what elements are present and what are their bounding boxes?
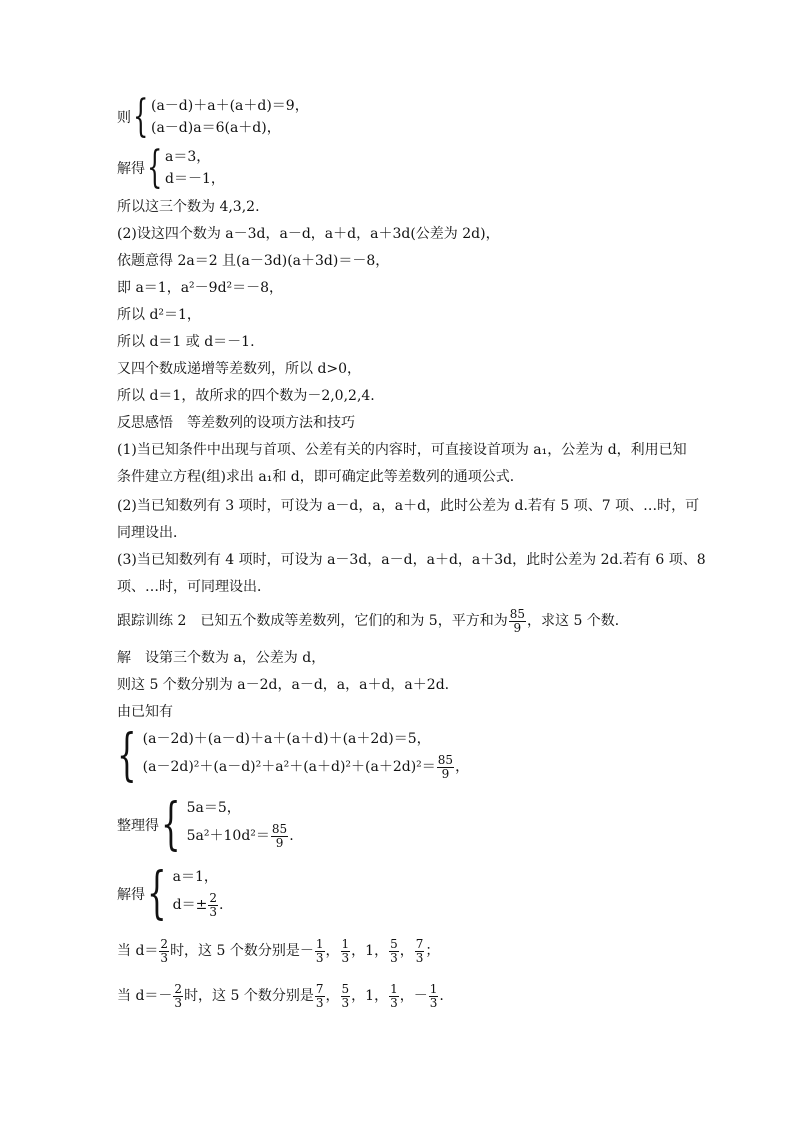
fraction: $\frac{1}{3}$ (341, 936, 350, 965)
text-line: 条件建立方程(组)求出 a₁和 d，即可确定此等差数列的通项公式． (117, 469, 524, 485)
text-line: (1)当已知条件中出现与首项、公差有关的内容时，可直接设首项为 a₁，公差为 d，利用已知 (117, 442, 687, 458)
brace: { (133, 91, 149, 142)
fraction: $\frac{5}{3}$ (341, 981, 350, 1010)
fraction: $\frac{7}{3}$ (315, 981, 324, 1010)
system-label: 解得 (117, 887, 145, 903)
system-row: d＝－1， (165, 171, 225, 187)
system-label: 解得 (117, 161, 145, 177)
equation-system-4 (117, 792, 294, 857)
fraction: $\frac{85}{9}$ (271, 821, 288, 850)
system-row: a＝1， (172, 869, 218, 885)
fraction: $\frac{2}{3}$ (160, 936, 169, 965)
system-label: 整理得 (117, 818, 159, 834)
system-row: d＝± $\frac{2}{3}$ . (172, 890, 224, 919)
solution-line: 则这 5 个数分别为 a－2d，a－d，a，a＋d，a＋2d. (117, 677, 450, 693)
fraction: $\frac{2}{3}$ (174, 981, 183, 1010)
text-line: 项、…时，可同理设出． (117, 579, 271, 595)
brace: { (147, 861, 167, 926)
problem-text: ，求这 5 个数． (527, 613, 629, 629)
brace: { (117, 723, 137, 788)
text-line: 同理设出． (117, 525, 187, 541)
equation-system-2 (117, 142, 225, 193)
brace: { (161, 792, 181, 857)
equation-system-5 (117, 861, 224, 926)
fraction: $\frac{2}{3}$ (209, 890, 217, 919)
system-label: 则 (117, 110, 131, 126)
case-line-2: 当 d＝－ $\frac{2}{3}$ 时，这 5 个数分别是 $\frac{7}{3}$ ， $\frac{5}{3}$ ，1， $\frac{1}{3}$ ，－ $\frac{1}{3}$ . (117, 981, 444, 1010)
solution-line: 解 设第三个数为 a，公差为 d， (117, 650, 326, 666)
system-row: (a－2d)²＋(a－d)²＋a²＋(a＋d)²＋(a＋2d)²＝ $\frac{85}{9}$ ， (142, 752, 470, 781)
equation-system-3 (117, 723, 470, 788)
text-line: (2)设这四个数为 a－3d，a－d，a＋d，a＋3d(公差为 2d)， (117, 226, 500, 242)
solution-line: 由已知有 (117, 704, 173, 720)
brace: { (147, 142, 163, 193)
problem-text: 跟踪训练 2 已知五个数成等差数列，它们的和为 5，平方和为 (117, 613, 508, 629)
text-line: (3)当已知数列有 4 项时，可设为 a－3d，a－d，a＋d，a＋3d，此时公差为 2d.若有 6 项、8 (117, 552, 706, 568)
system-row: 5a＝5， (186, 800, 241, 816)
fraction: $\frac{85}{9}$ (509, 606, 525, 635)
text-line: 所以 d＝1 或 d＝－1. (117, 334, 255, 350)
text-line: 即 a＝1，a²－9d²＝－8， (117, 280, 284, 296)
text-line: 依题意得 2a＝2 且(a－3d)(a＋3d)＝－8， (117, 253, 390, 269)
case-line-1: 当 d＝ $\frac{2}{3}$ 时，这 5 个数分别是－ $\frac{1}{3}$ ， $\frac{1}{3}$ ，1， $\frac{5}{3}$ ， $\frac{7}{3}$ ； (117, 936, 440, 965)
fraction: $\frac{1}{3}$ (390, 981, 398, 1010)
fraction: $\frac{5}{3}$ (390, 936, 398, 965)
text-line: 所以 d²＝1， (117, 307, 201, 323)
fraction: $\frac{1}{3}$ (315, 936, 324, 965)
section-heading: 反思感悟 等差数列的设项方法和技巧 (117, 415, 355, 431)
training-problem (117, 604, 629, 638)
system-row: (a－d)＋a＋(a＋d)＝9， (151, 98, 309, 114)
fraction: $\frac{85}{9}$ (437, 752, 454, 781)
fraction: $\frac{7}{3}$ (415, 936, 424, 965)
text-line: 又四个数成递增等差数列，所以 d>0， (117, 361, 362, 377)
text-line: 所以这三个数为 4,3,2. (117, 199, 260, 215)
fraction: $\frac{1}{3}$ (429, 981, 438, 1010)
text-line: (2)当已知数列有 3 项时，可设为 a－d，a，a＋d，此时公差为 d.若有 5 项、7 项、…时，可 (117, 498, 700, 514)
system-row: (a－d)a＝6(a＋d)， (151, 120, 281, 136)
system-row: 5a²＋10d²＝ $\frac{85}{9}$ . (186, 821, 294, 850)
text-line: 所以 d＝1，故所求的四个数为－2,0,2,4. (117, 388, 375, 404)
system-row: (a－2d)＋(a－d)＋a＋(a＋d)＋(a＋2d)＝5， (142, 731, 431, 747)
equation-system-1 (117, 91, 309, 142)
system-row: a＝3， (165, 149, 211, 165)
